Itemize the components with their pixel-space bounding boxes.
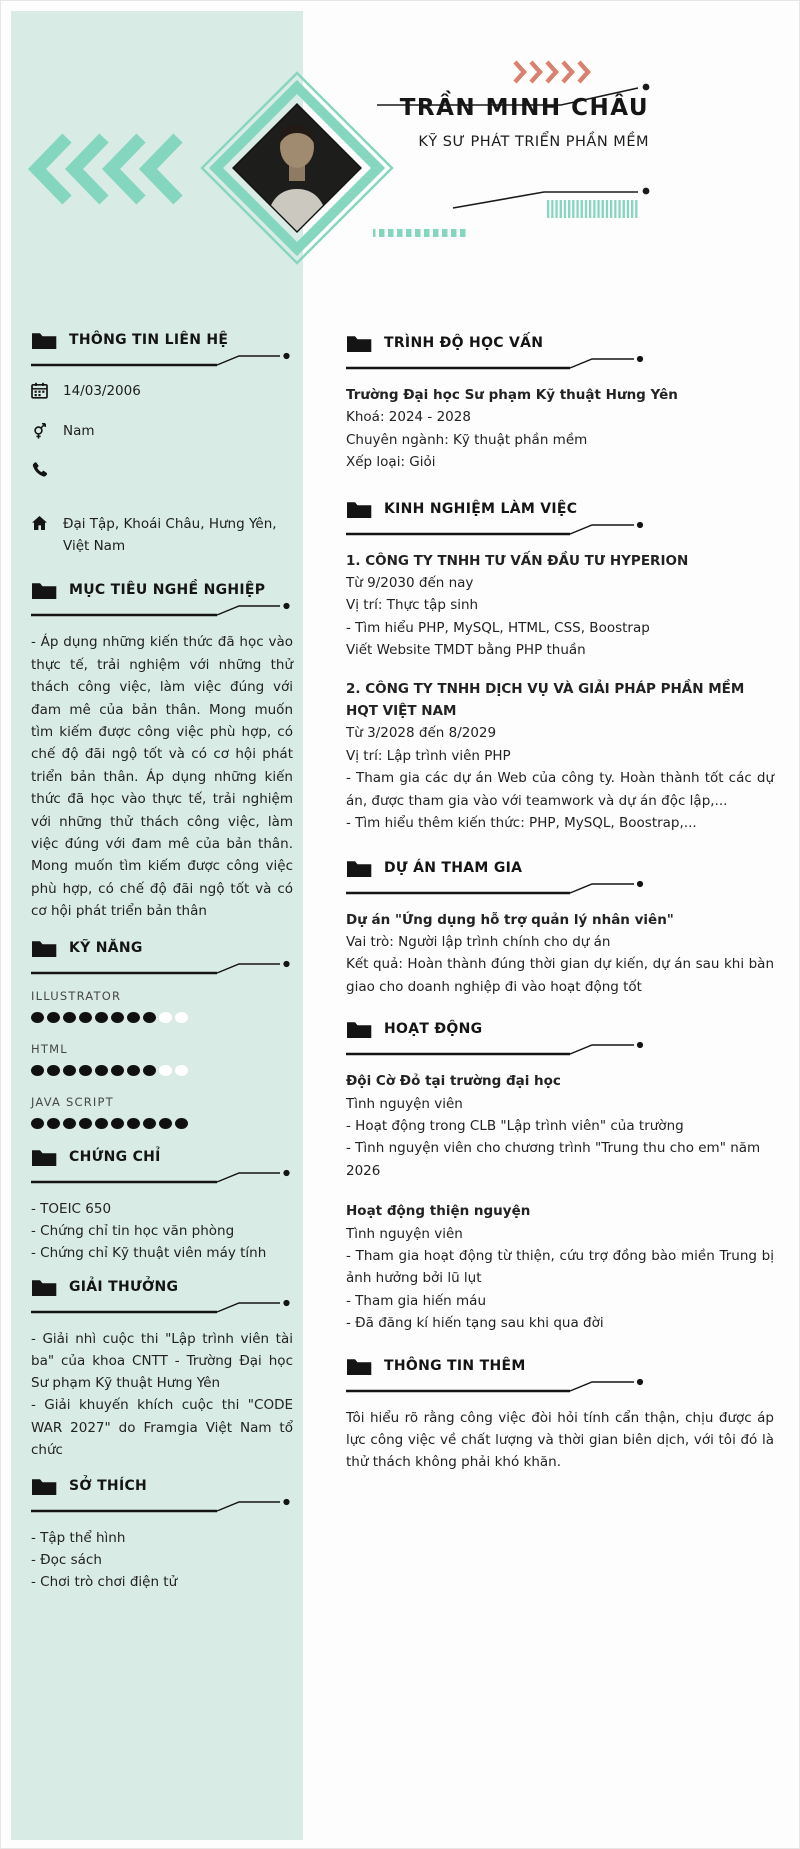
folder-icon bbox=[31, 1476, 57, 1496]
phone-icon bbox=[31, 461, 48, 478]
gender-icon bbox=[31, 422, 48, 439]
section-header bbox=[31, 1278, 293, 1320]
section-projects bbox=[346, 859, 774, 999]
section-underline bbox=[346, 1378, 646, 1396]
barcode-stripes-decoration bbox=[546, 200, 639, 218]
activity-detail: - Tham gia hoạt động từ thiện, cứu trợ đồng bào miền Trung bị ảnh hưởng bởi lũ lụt bbox=[346, 1247, 774, 1287]
folder-icon bbox=[346, 499, 372, 519]
home-icon bbox=[31, 515, 48, 532]
job-detail: Vị trí: Thực tập sinh bbox=[346, 597, 479, 614]
contact-text: Đại Tập, Khoái Châu, Hưng Yên, Việt Nam bbox=[63, 516, 277, 554]
education-detail: Xếp loại: Giỏi bbox=[346, 454, 436, 471]
activity-detail: - Tham gia hiến máu bbox=[346, 1292, 487, 1309]
activity-detail: - Hoạt động trong CLB "Lập trình viên" của trường bbox=[346, 1117, 684, 1134]
experience-job bbox=[346, 550, 774, 662]
contact-item-address bbox=[31, 514, 293, 557]
job-company: 2. CÔNG TY TNHH DỊCH VỤ VÀ GIẢI PHÁP PHẦN MỀM HQT VIỆT NAM bbox=[346, 680, 745, 720]
section-header bbox=[31, 1477, 293, 1519]
folder-icon bbox=[346, 858, 372, 878]
skill-dot-empty bbox=[159, 1065, 172, 1076]
section-title: HOẠT ĐỘNG bbox=[384, 1021, 483, 1038]
job-detail: Vị trí: Lập trình viên PHP bbox=[346, 747, 511, 764]
skill-dot-filled bbox=[143, 1012, 156, 1023]
section-title: DỰ ÁN THAM GIA bbox=[384, 859, 523, 876]
section-header bbox=[346, 1357, 774, 1399]
job-detail: - Tìm hiểu thêm kiến thức: PHP, MySQL, Boostrap,... bbox=[346, 815, 697, 832]
skill-dot-filled bbox=[79, 1065, 92, 1076]
skill-dot-filled bbox=[175, 1118, 188, 1129]
section-title: KINH NGHIỆM LÀM VIỆC bbox=[384, 500, 578, 517]
skill-dot-filled bbox=[31, 1012, 44, 1023]
activity-title: Đội Cờ Đỏ tại trường đại học bbox=[346, 1073, 561, 1090]
skill-dot-filled bbox=[47, 1118, 60, 1129]
folder-icon bbox=[346, 1019, 372, 1039]
right-chevrons-decoration bbox=[515, 62, 588, 82]
section-header bbox=[346, 1020, 774, 1062]
candidate-name: TRẦN MINH CHÂU bbox=[399, 95, 649, 121]
section-objective bbox=[31, 581, 293, 922]
section-header bbox=[346, 334, 774, 376]
section-header bbox=[31, 1148, 293, 1190]
section-header bbox=[346, 859, 774, 901]
candidate-job-title: KỸ SƯ PHÁT TRIỂN PHẦN MỀM bbox=[418, 134, 649, 150]
left-chevrons-decoration bbox=[37, 138, 178, 200]
project-name: Dự án "Ứng dụng hỗ trợ quản lý nhân viên" bbox=[346, 911, 674, 928]
skill-dot-filled bbox=[63, 1065, 76, 1076]
section-header bbox=[31, 581, 293, 623]
contact-item-phone bbox=[31, 460, 293, 478]
skill-item bbox=[31, 1095, 293, 1129]
skill-dot-filled bbox=[47, 1012, 60, 1023]
section-title: MỤC TIÊU NGHỀ NGHIỆP bbox=[69, 582, 266, 599]
education-detail: Khoá: 2024 - 2028 bbox=[346, 409, 471, 426]
contact-text: Nam bbox=[63, 422, 95, 439]
folder-icon bbox=[31, 1147, 57, 1167]
hobby-item: - Chơi trò chơi điện tử bbox=[31, 1574, 178, 1591]
award-item: - Giải nhì cuộc thi "Lập trình viên tài ba" của khoa CNTT - Trường Đại học Sư phạm Kỹ thuật Hưng Yên bbox=[31, 1331, 293, 1392]
skill-item bbox=[31, 1042, 293, 1076]
hobby-item: - Đọc sách bbox=[31, 1551, 102, 1568]
skill-dot-filled bbox=[79, 1012, 92, 1023]
section-title: TRÌNH ĐỘ HỌC VẤN bbox=[384, 335, 544, 351]
job-detail: - Tìm hiểu PHP, MySQL, HTML, CSS, Boostrap bbox=[346, 619, 650, 636]
section-more-info bbox=[346, 1357, 774, 1474]
header-decoration bbox=[1, 1, 800, 311]
certificate-item: - Chứng chỉ tin học văn phòng bbox=[31, 1222, 235, 1239]
activity-title: Hoạt động thiện nguyện bbox=[346, 1203, 531, 1220]
skill-level-dots bbox=[31, 1065, 293, 1076]
project-detail: Kết quả: Hoàn thành đúng thời gian dự kiến, dự án sau khi bàn giao cho doanh nghiệp đi vào hoạt động tốt bbox=[346, 956, 774, 995]
more-info-text: Tôi hiểu rõ rằng công việc đòi hỏi tính cẩn thận, chịu được áp lực công việc về chất lượng và thời gian biên dịch, với tôi đó là thử thách không phải khó khăn. bbox=[346, 1409, 774, 1471]
activity-detail: Tình nguyện viên bbox=[346, 1225, 463, 1242]
skill-dot-filled bbox=[47, 1065, 60, 1076]
folder-icon bbox=[346, 333, 372, 353]
section-hobbies bbox=[31, 1477, 293, 1593]
activity-detail: Tình nguyện viên bbox=[346, 1095, 463, 1112]
skill-name: JAVA SCRIPT bbox=[31, 1094, 114, 1109]
folder-icon bbox=[346, 1356, 372, 1376]
section-title: KỸ NĂNG bbox=[69, 939, 143, 956]
section-awards bbox=[31, 1278, 293, 1461]
skill-dot-filled bbox=[111, 1012, 124, 1023]
skill-dot-filled bbox=[31, 1065, 44, 1076]
profile-photo bbox=[232, 103, 362, 233]
contact-text: 14/03/2006 bbox=[63, 383, 141, 399]
skill-dot-filled bbox=[63, 1118, 76, 1129]
skill-dot-filled bbox=[159, 1118, 172, 1129]
contact-item-birthday bbox=[31, 381, 293, 403]
project-detail: Vai trò: Người lập trình chính cho dự án bbox=[346, 933, 611, 950]
hobby-item: - Tập thể hình bbox=[31, 1529, 126, 1546]
skill-dot-filled bbox=[79, 1118, 92, 1129]
activity-group bbox=[346, 1070, 774, 1182]
calendar-icon bbox=[31, 382, 48, 399]
objective-text: - Áp dụng những kiến thức đã học vào thực tế, trải nghiệm với những thử thách công việc, làm việc đúng với đam mê của bản thân. Mong muốn tìm kiếm được công việc phù hợp, có chế độ đãi ngộ tốt và có cơ hội phát triển bản thân. Áp dụng những kiến thức đã học vào thực tế, trải nghiệm với những thử thách công việc, làm việc đúng với đam mê của bản thân. Mong muốn tìm kiếm được công việc phù hợp, có chế độ đãi ngộ tốt và có cơ hội phát triển bản thân bbox=[31, 634, 293, 920]
skill-name: ILLUSTRATOR bbox=[31, 988, 122, 1003]
skill-dot-empty bbox=[159, 1012, 172, 1023]
dashed-row-decoration bbox=[373, 229, 466, 237]
education-detail: Chuyên ngành: Kỹ thuật phần mềm bbox=[346, 431, 588, 448]
section-underline bbox=[31, 1498, 293, 1516]
section-underline bbox=[31, 1299, 293, 1317]
skill-dot-empty bbox=[175, 1012, 188, 1023]
header-name-block bbox=[369, 95, 649, 150]
section-certificates bbox=[31, 1148, 293, 1264]
section-title: GIẢI THƯỞNG bbox=[69, 1279, 179, 1296]
skill-dot-filled bbox=[111, 1065, 124, 1076]
contact-item-gender bbox=[31, 421, 293, 443]
skill-dot-filled bbox=[95, 1118, 108, 1129]
skill-dot-filled bbox=[127, 1065, 140, 1076]
job-company: 1. CÔNG TY TNHH TƯ VẤN ĐẦU TƯ HYPERION bbox=[346, 552, 689, 569]
activity-detail: - Đã đăng kí hiến tạng sau khi qua đời bbox=[346, 1315, 604, 1332]
folder-icon bbox=[31, 330, 57, 350]
section-underline bbox=[346, 521, 646, 539]
section-title: CHỨNG CHỈ bbox=[69, 1148, 161, 1165]
folder-icon bbox=[31, 1277, 57, 1297]
education-school: Trường Đại học Sư phạm Kỹ thuật Hưng Yên bbox=[346, 387, 678, 403]
section-underline bbox=[31, 352, 293, 370]
section-contact bbox=[31, 331, 293, 557]
certificate-item: - Chứng chỉ Kỹ thuật viên máy tính bbox=[31, 1244, 267, 1261]
section-title: SỞ THÍCH bbox=[69, 1477, 148, 1494]
section-skills bbox=[31, 939, 293, 1129]
skill-level-dots bbox=[31, 1118, 293, 1129]
section-underline bbox=[31, 1169, 293, 1187]
award-item: - Giải khuyến khích cuộc thi "CODE WAR 2027" do Framgia Việt Nam tổ chức bbox=[31, 1397, 293, 1458]
skill-dot-filled bbox=[143, 1118, 156, 1129]
folder-icon bbox=[31, 938, 57, 958]
job-detail: Từ 9/2030 đến nay bbox=[346, 575, 474, 592]
section-title: THÔNG TIN THÊM bbox=[384, 1357, 526, 1374]
job-detail: Viết Website TMDT bằng PHP thuần bbox=[346, 642, 586, 659]
section-experience bbox=[346, 500, 774, 835]
section-underline bbox=[346, 1041, 646, 1059]
section-activities bbox=[346, 1020, 774, 1334]
section-header bbox=[346, 500, 774, 542]
right-column bbox=[346, 334, 774, 1474]
left-column bbox=[31, 331, 293, 1593]
skill-name: HTML bbox=[31, 1041, 68, 1056]
skill-dot-filled bbox=[95, 1065, 108, 1076]
skill-dot-filled bbox=[111, 1118, 124, 1129]
section-header bbox=[31, 331, 293, 373]
certificate-item: - TOEIC 650 bbox=[31, 1200, 112, 1217]
folder-icon bbox=[31, 580, 57, 600]
skill-dot-empty bbox=[175, 1065, 188, 1076]
section-title: THÔNG TIN LIÊN HỆ bbox=[69, 332, 229, 348]
activity-detail: - Tình nguyện viên cho chương trình "Trung thu cho em" năm 2026 bbox=[346, 1140, 761, 1179]
skill-dot-filled bbox=[95, 1012, 108, 1023]
section-underline bbox=[346, 355, 646, 373]
skill-dot-filled bbox=[143, 1065, 156, 1076]
job-detail: Từ 3/2028 đến 8/2029 bbox=[346, 725, 497, 742]
section-education bbox=[346, 334, 774, 474]
experience-job bbox=[346, 678, 774, 835]
section-underline bbox=[346, 880, 646, 898]
skill-level-dots bbox=[31, 1012, 293, 1023]
section-underline bbox=[31, 960, 293, 978]
skill-item bbox=[31, 989, 293, 1023]
job-detail: - Tham gia các dự án Web của công ty. Hoàn thành tốt các dự án, được tham gia vào với teamwork và dự án độc lập,... bbox=[346, 770, 774, 809]
skill-dot-filled bbox=[127, 1118, 140, 1129]
section-underline bbox=[31, 602, 293, 620]
skill-dot-filled bbox=[63, 1012, 76, 1023]
activity-group bbox=[346, 1200, 774, 1334]
skill-dot-filled bbox=[127, 1012, 140, 1023]
section-header bbox=[31, 939, 293, 981]
skill-dot-filled bbox=[31, 1118, 44, 1129]
